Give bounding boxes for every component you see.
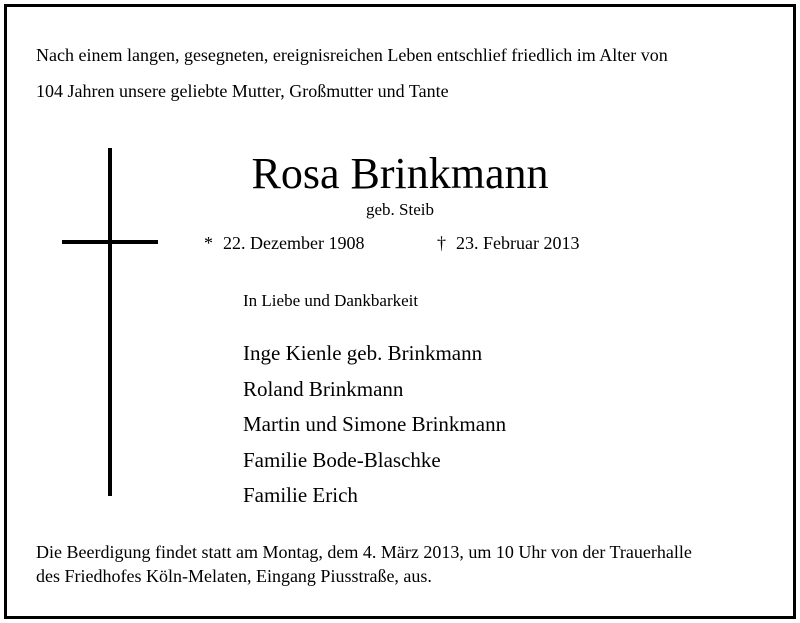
funeral-text-line-2: des Friedhofes Köln-Melaten, Eingang Piusstraße, aus. bbox=[36, 566, 432, 586]
death-date-line bbox=[437, 233, 579, 254]
cross-horizontal-bar bbox=[62, 240, 158, 244]
mourner-item: Inge Kienle geb. Brinkmann bbox=[243, 341, 483, 365]
mourners-list bbox=[243, 336, 506, 514]
death-date: 23. Februar 2013 bbox=[456, 233, 580, 253]
mourner-item: Familie Bode-Blaschke bbox=[243, 447, 441, 472]
dedication-text: In Liebe und Dankbarkeit bbox=[243, 291, 419, 310]
birth-date: 22. Dezember 1908 bbox=[223, 233, 365, 253]
maiden-name: geb. Steib bbox=[366, 200, 434, 219]
birth-symbol: * bbox=[204, 233, 213, 253]
mourner-item: Familie Erich bbox=[243, 483, 358, 507]
birth-date-line bbox=[204, 233, 364, 254]
intro-text-line-2: 104 Jahren unsere geliebte Mutter, Großmutter und Tante bbox=[36, 81, 449, 101]
deceased-name: Rosa Brinkmann bbox=[251, 149, 549, 198]
mourner-item: Roland Brinkmann bbox=[243, 376, 404, 401]
death-symbol: † bbox=[437, 233, 446, 253]
intro-text-line-1: Nach einem langen, gesegneten, ereignisreichen Leben entschlief friedlich im Alter von bbox=[36, 45, 668, 65]
funeral-text-line-1: Die Beerdigung findet statt am Montag, dem 4. März 2013, um 10 Uhr von der Trauerhalle bbox=[36, 542, 692, 562]
mourner-item: Martin und Simone Brinkmann bbox=[243, 412, 507, 436]
